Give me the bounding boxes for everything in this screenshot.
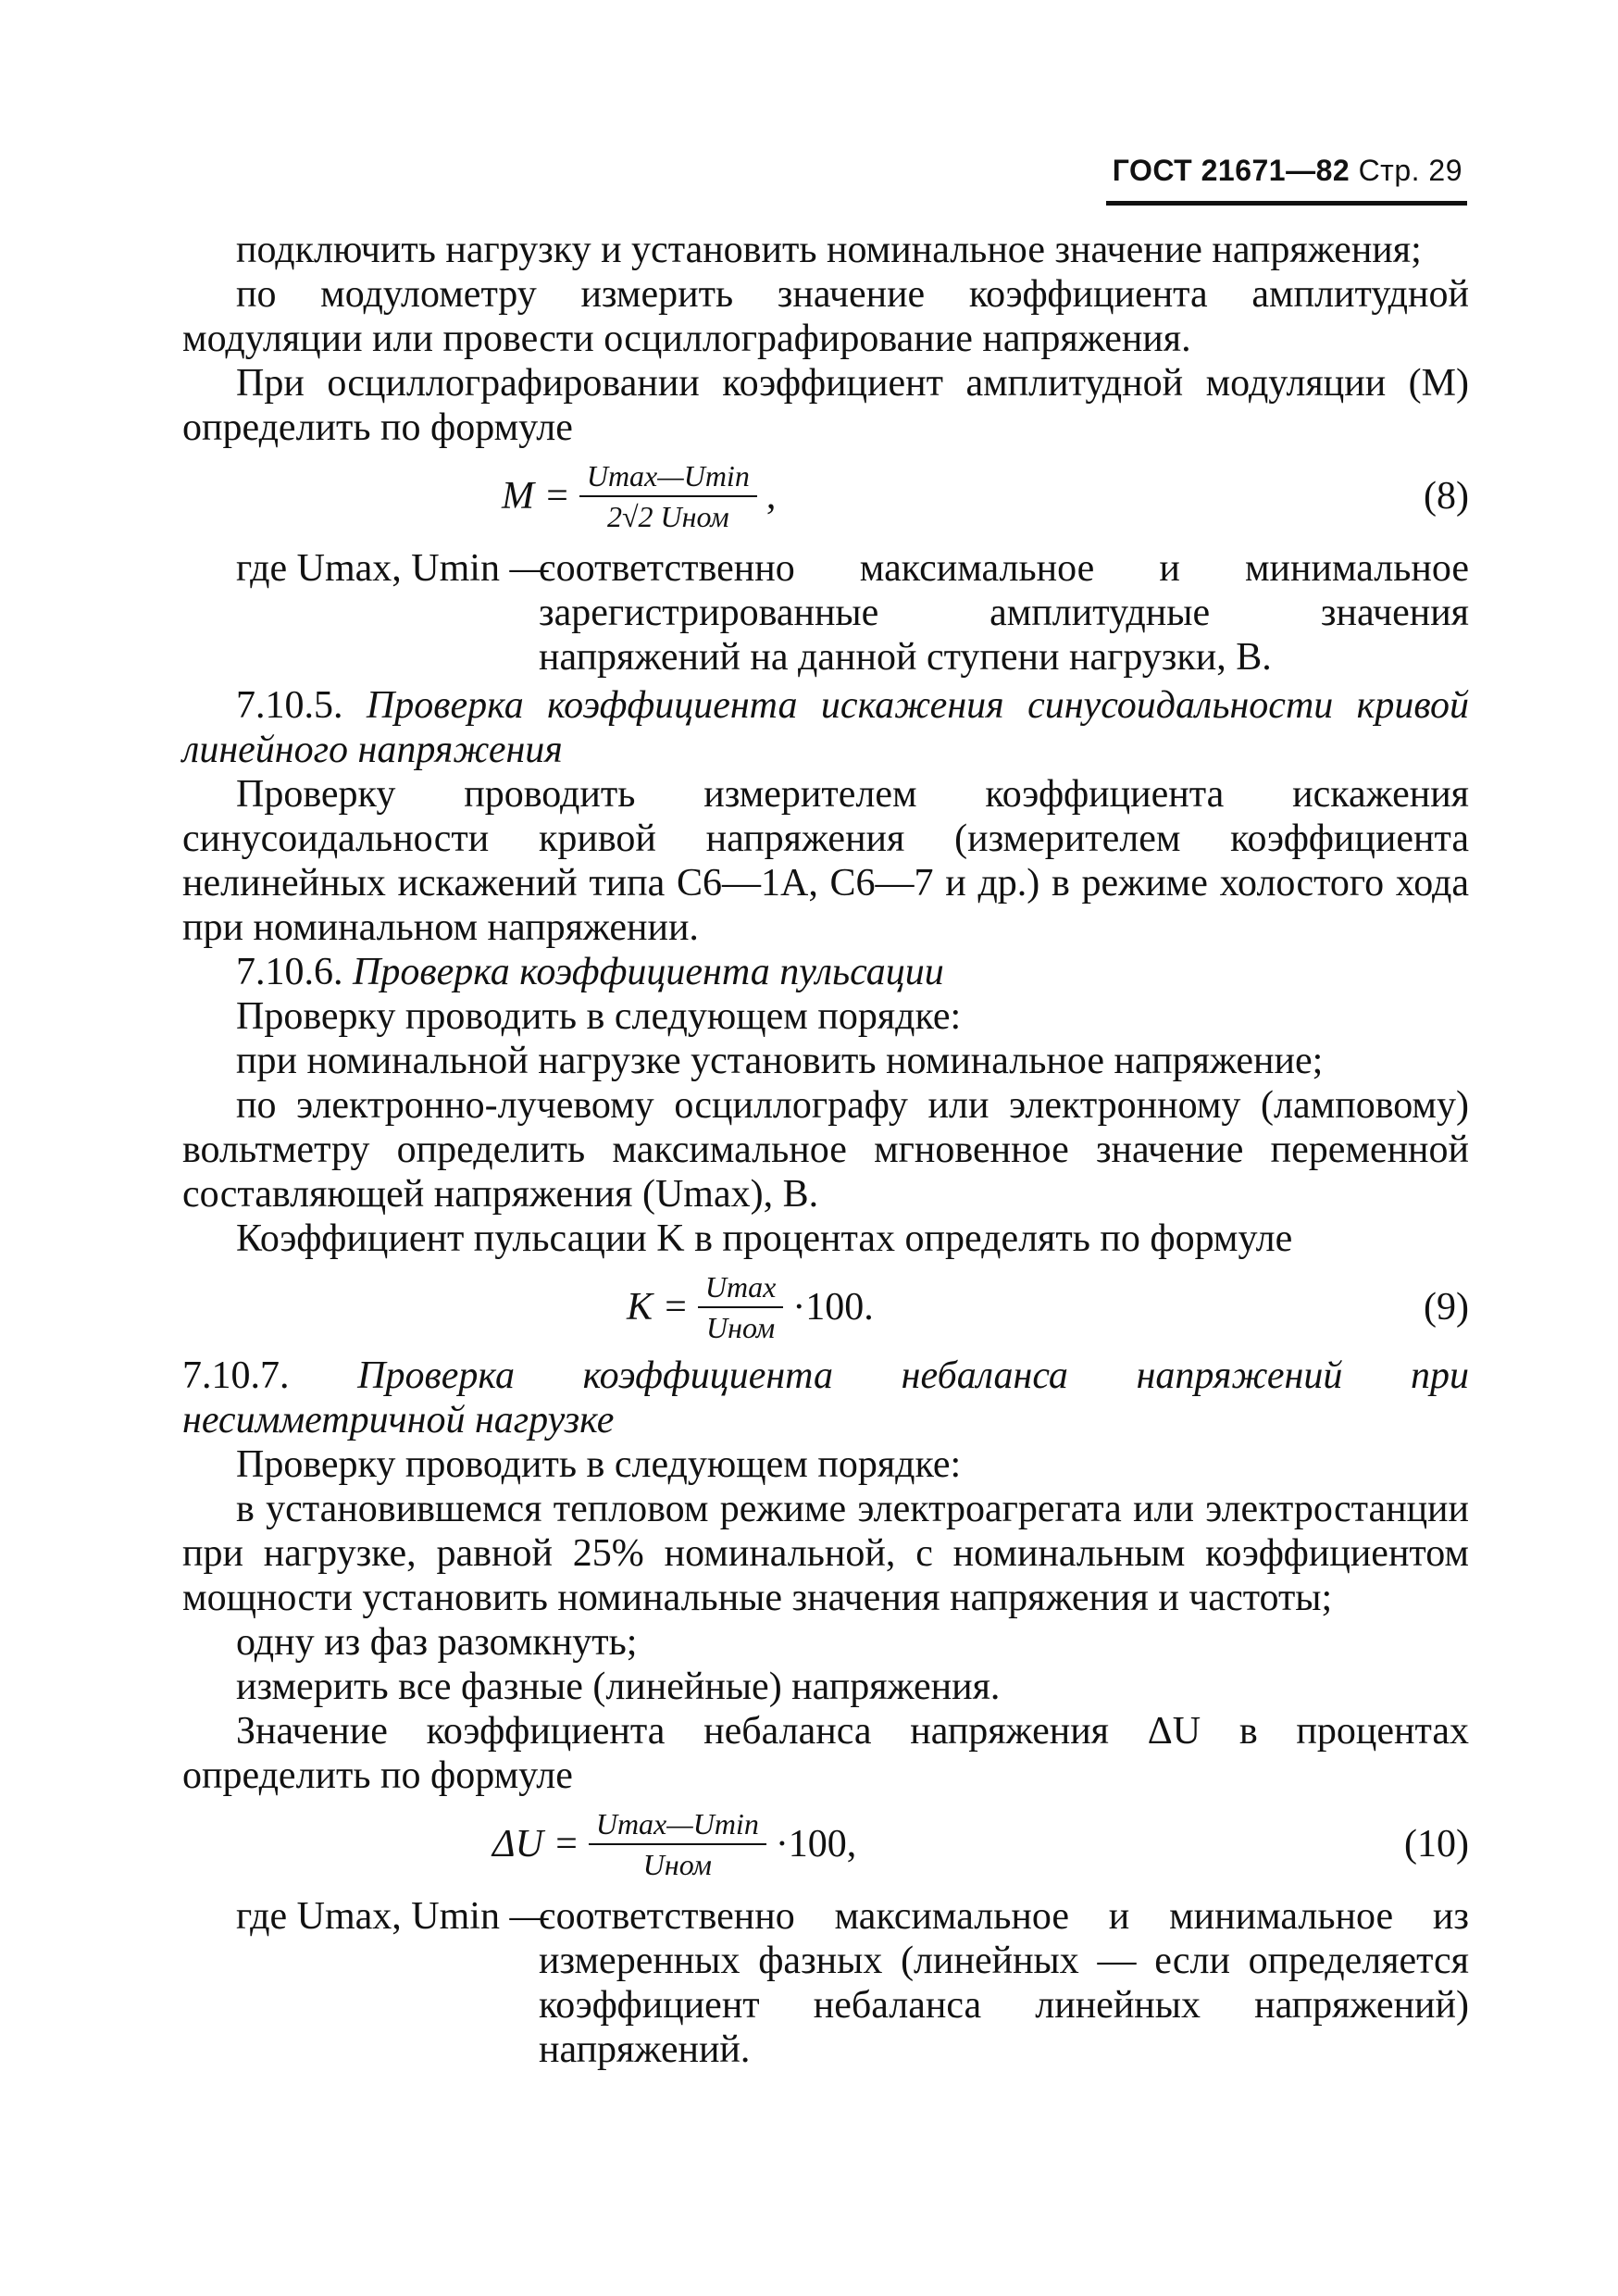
paragraph: по модулометру измерить значение коэффициента амплитудной модуляции или провести осциллографирование напряжения.: [182, 273, 1469, 360]
section-heading-7-10-5: [182, 683, 1469, 772]
where-clause: [182, 546, 1469, 680]
paragraph: при номинальной нагрузке установить номинальное напряжение;: [236, 1040, 1324, 1082]
page-header: [1113, 154, 1462, 188]
section-title: Проверка коэффициента пульсации: [353, 951, 944, 993]
formula-8: [182, 450, 1469, 543]
header-rule: [1106, 201, 1467, 206]
formula-10: [182, 1798, 1469, 1890]
section-number: 7.10.7.: [182, 1354, 290, 1397]
equation-number: (10): [1404, 1823, 1469, 1866]
section-title: Проверка коэффициента небаланса напряжений при несимметричной нагрузке: [182, 1354, 1470, 1441]
fraction: [579, 458, 757, 534]
paragraph: по электронно-лучевому осциллографу или электронному (ламповому) вольтметру определить максимальное мгновенное значение переменной составляющей напряжения (Umax), В.: [182, 1084, 1469, 1216]
paragraph: измерить все фазные (линейные) напряжения.: [236, 1666, 1001, 1708]
where-clause: [182, 1894, 1469, 2072]
section-number: 7.10.5.: [236, 684, 343, 727]
formula-lhs: ΔU =: [492, 1823, 579, 1866]
fraction: [698, 1269, 783, 1345]
where-definition: соответственно максимальное и минимальное из измеренных фазных (линейных — если определяется коэффициент небаланса линейных напряжений) напряжений.: [539, 1895, 1469, 2071]
denominator: Uном: [705, 1311, 776, 1344]
where-definition: соответственно максимальное и минимальное зарегистрированные амплитудные значения напряжений на данной ступени нагрузки, В.: [539, 547, 1469, 679]
where-symbols: где Umax, Umin —: [236, 1895, 549, 1938]
denominator: Uном: [642, 1848, 712, 1881]
fraction-bar: [589, 1843, 766, 1845]
fraction: [589, 1806, 766, 1882]
paragraph: подключить нагрузку и установить номинальное значение напряжения;: [236, 229, 1422, 271]
formula-tail: ·100,: [775, 1823, 857, 1866]
paragraph: Проверку проводить в следующем порядке:: [236, 1443, 962, 1486]
paragraph: Значение коэффициента небаланса напряжения ΔU в процентах определить по формуле: [182, 1710, 1469, 1797]
section-title: Проверка коэффициента искажения синусоидальности кривой линейного напряжения: [182, 684, 1470, 771]
section-heading-7-10-7: [182, 1354, 1469, 1442]
formula-lhs: M =: [502, 475, 570, 518]
numerator: Umax—Umin: [595, 1807, 759, 1841]
formula-tail: ·100.: [792, 1286, 874, 1329]
section-heading-7-10-6: [182, 950, 1469, 994]
equation-number: (9): [1424, 1286, 1469, 1329]
paragraph: в установившемся тепловом режиме электроагрегата или электростанции при нагрузке, равной 25% номинальной, с номинальным коэффициентом мощности установить номинальные значения напряжения и частоты;: [182, 1488, 1469, 1619]
section-number: 7.10.6.: [236, 951, 343, 993]
paragraph: одну из фаз разомкнуть;: [236, 1621, 638, 1664]
where-symbols: где Umax, Umin —: [236, 547, 549, 590]
fraction-bar: [579, 495, 757, 497]
page-number: Стр. 29: [1358, 154, 1462, 187]
equation-number: (8): [1424, 475, 1469, 518]
denominator: 2√2 Uном: [606, 500, 729, 533]
paragraph: Проверку проводить в следующем порядке:: [236, 995, 962, 1038]
document-id: ГОСТ 21671—82: [1112, 154, 1350, 187]
paragraph: При осциллографировании коэффициент амплитудной модуляции (M) определить по формуле: [182, 362, 1469, 449]
fraction-bar: [698, 1306, 783, 1308]
page-body: [182, 228, 1469, 2076]
numerator: Umax: [704, 1270, 777, 1304]
paragraph: Коэффициент пульсации K в процентах определять по формуле: [236, 1217, 1293, 1260]
formula-9: [182, 1261, 1469, 1354]
formula-lhs: K =: [627, 1286, 689, 1329]
paragraph: Проверку проводить измерителем коэффициента искажения синусоидальности кривой напряжения (измерителем коэффициента нелинейных искажений типа С6—1А, С6—7 и др.) в режиме холостого хода при номинальном напряжении.: [182, 773, 1469, 949]
formula-tail: ,: [765, 475, 777, 518]
numerator: Umax—Umin: [586, 459, 750, 493]
